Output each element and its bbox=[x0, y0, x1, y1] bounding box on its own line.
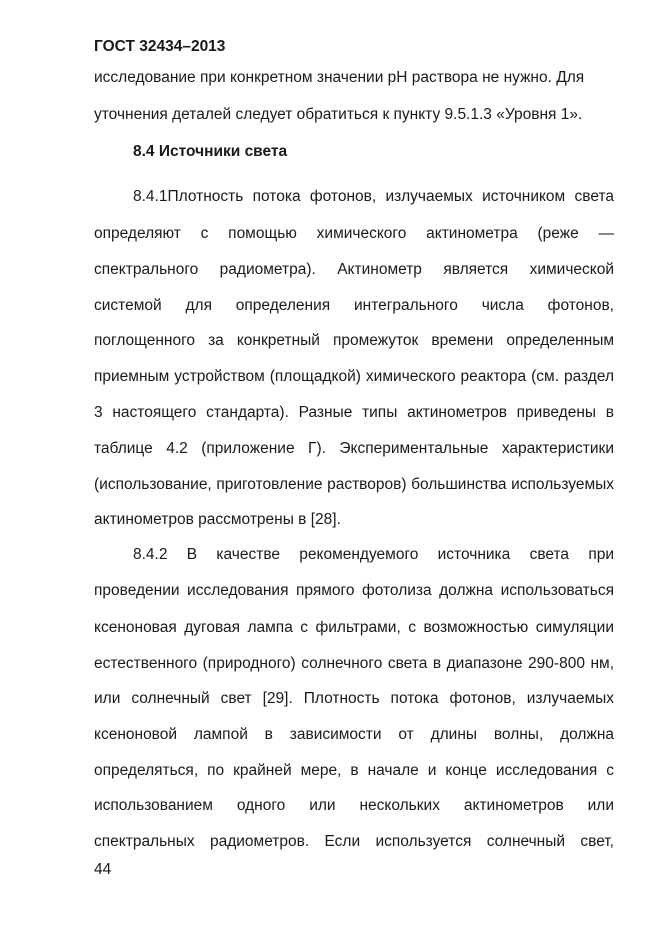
text-line: ксеноновой лампой в зависимости от длины волны, должна bbox=[94, 726, 614, 743]
text-line: определяться, по крайней мере, в начале и конце исследования с bbox=[94, 762, 614, 779]
page-number: 44 bbox=[94, 861, 112, 878]
text-line: определяют с помощью химического актинометра (реже — bbox=[94, 225, 614, 242]
text-line: исследование при конкретном значении рН раствора не нужно. Для bbox=[94, 69, 585, 86]
text-line: естественного (природного) солнечного света в диапазоне 290-800 нм, bbox=[94, 655, 614, 672]
text-line: спектральных радиометров. Если используется солнечный свет, bbox=[94, 833, 614, 850]
text-line: актинометров рассмотрены в [28]. bbox=[94, 511, 341, 528]
text-line: спектрального радиометра). Актинометр является химической bbox=[94, 261, 614, 278]
text-line: приемным устройством (площадкой) химического реактора (см. раздел bbox=[94, 368, 614, 385]
text-line: (использование, приготовление растворов) большинства используемых bbox=[94, 476, 614, 493]
text-line: использованием одного или нескольких актинометров или bbox=[94, 797, 614, 814]
text-line: ксеноновая дуговая лампа с фильтрами, с возможностью симуляции bbox=[94, 619, 614, 636]
text-line: 3 настоящего стандарта). Разные типы актинометров приведены в bbox=[94, 404, 614, 421]
text-line: таблице 4.2 (приложение Г). Экспериментальные характеристики bbox=[94, 440, 614, 457]
text-line: проведении исследования прямого фотолиза должна использоваться bbox=[94, 582, 614, 599]
text-line: поглощенного за конкретный промежуток времени определенным bbox=[94, 332, 614, 349]
document-header: ГОСТ 32434–2013 bbox=[94, 38, 226, 55]
text-line: уточнения деталей следует обратиться к пункту 9.5.1.3 «Уровня 1». bbox=[94, 106, 583, 123]
text-line: 8.4.1Плотность потока фотонов, излучаемых источником света bbox=[133, 188, 614, 205]
text-line: 8.4.2 В качестве рекомендуемого источника света при bbox=[133, 546, 614, 563]
text-line: системой для определения интегрального числа фотонов, bbox=[94, 297, 614, 314]
text-line: или солнечный свет [29]. Плотность потока фотонов, излучаемых bbox=[94, 690, 614, 707]
section-heading: 8.4 Источники света bbox=[133, 143, 288, 160]
